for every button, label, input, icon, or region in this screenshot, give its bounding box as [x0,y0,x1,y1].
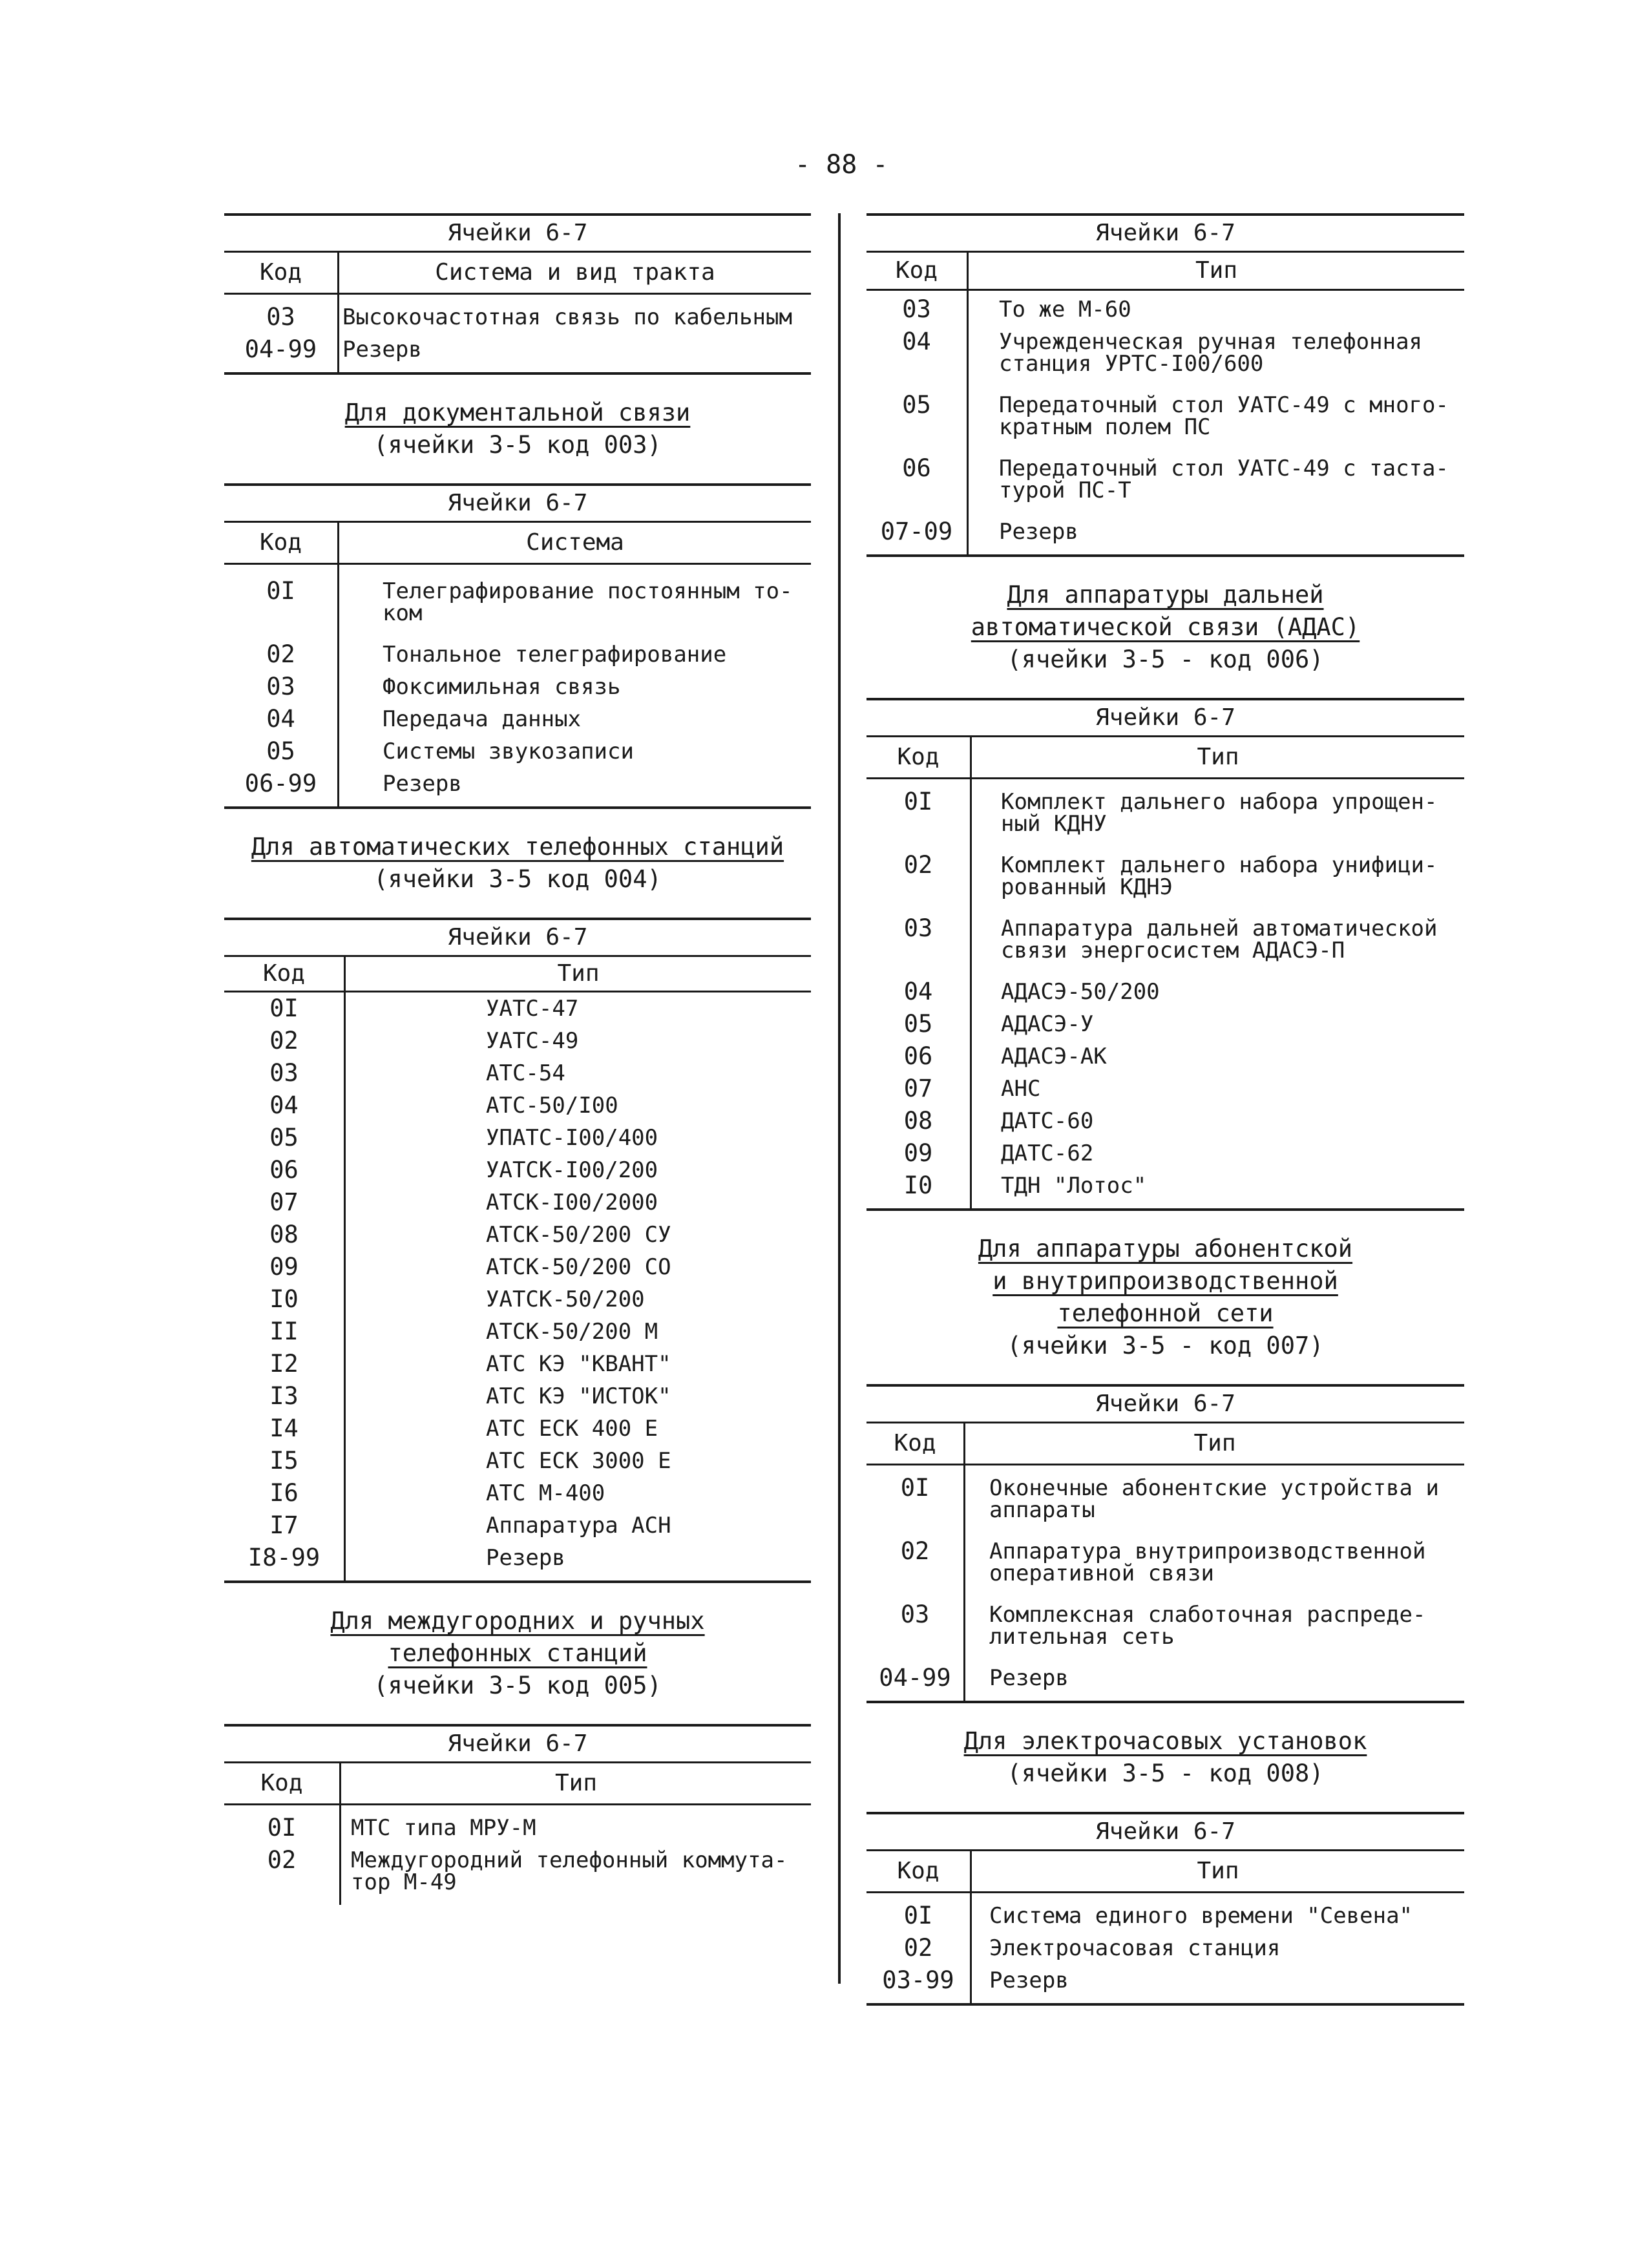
table-row [867,1662,1464,1694]
table-row [867,1040,1464,1073]
section-title: Для электрочасовых установок [963,1727,1367,1755]
header-code: Код [224,957,346,991]
header-code: Код [224,253,339,293]
table-body [867,779,1464,1208]
table-row [224,1812,811,1844]
row-code: 09 [269,1253,299,1281]
row-code: 03 [266,673,295,700]
row-text: АТСК-50/200 М [486,1319,658,1345]
row-code: 04 [902,328,931,355]
table-row [224,1057,811,1089]
row-text: Высокочастотная связь по кабельным [342,304,792,330]
table-row [224,1186,811,1219]
row-text: АТСК-50/200 СУ [486,1222,671,1248]
row-code: 04 [903,978,933,1005]
row-text: Оконечные абонентские устройства и аппараты [989,1475,1439,1523]
row-text: Система единого времени "Севена" [989,1903,1413,1929]
table-header [224,251,811,295]
left-column [224,213,811,1905]
page-number: - 88 - [795,150,888,180]
section-subtitle: (ячейки 3-5 код 003) [373,431,662,459]
row-code: 02 [900,1537,930,1565]
table-header [867,1422,1464,1465]
row-text: АТСК-I00/2000 [486,1190,658,1215]
table-row [224,735,811,768]
row-text: Телеграфирование постоянным то-ком [383,578,793,626]
table-row [224,333,811,366]
row-text: УАТС-47 [486,996,579,1022]
row-code: 03 [269,1059,299,1087]
table-row [867,1170,1464,1202]
row-code: 03-99 [882,1966,954,1994]
row-code: 02 [903,851,933,879]
row-code: 02 [903,1934,933,1962]
row-code: 08 [903,1107,933,1135]
row-text: Фоксимильная связь [383,674,621,700]
table-header [867,1849,1464,1893]
header-type: Тип [1195,257,1238,284]
table-row [224,1154,811,1186]
table-header [224,955,811,992]
header-type: Тип [1197,1858,1239,1884]
table-header [867,251,1464,291]
row-text: МТС типа МРУ-М [351,1815,536,1841]
row-text: Резерв [383,771,462,797]
section-heading-ats [224,831,811,896]
header-code: Код [224,523,339,563]
table-header [224,1761,811,1805]
row-text: АТС ЕСК 3000 Е [486,1448,671,1474]
table-documentary [224,483,811,809]
table-row [224,1844,811,1898]
section-subtitle: (ячейки 3-5 - код 007) [1007,1332,1324,1360]
section-heading-long-distance [224,1605,811,1702]
row-text: АТС М-400 [486,1480,605,1506]
row-text: АДАСЭ-50/200 [1001,979,1160,1005]
section-subtitle: (ячейки 3-5 - код 008) [1007,1759,1324,1787]
row-code: 05 [269,1124,299,1151]
section-heading-documentary [224,397,811,461]
header-code: Код [867,253,969,289]
table-body [867,291,1464,554]
table-row [224,671,811,703]
table-row [224,638,811,671]
header-code: Код [867,1423,965,1464]
row-text: Электрочасовая станция [989,1935,1281,1961]
table-transmission-path [224,213,811,375]
table-row [867,1900,1464,1932]
header-type: Тип [1197,744,1239,770]
row-text: Аппаратура дальней автоматической связи энергосистем АДАСЭ-П [1001,916,1438,963]
table-row [224,768,811,800]
section-title: автоматической связи (АДАС) [971,613,1360,641]
row-text: Резерв [989,1968,1069,1993]
table-row [867,1137,1464,1170]
table-row [224,1251,811,1283]
section-subtitle: (ячейки 3-5 - код 006) [1007,646,1324,673]
row-code: I8-99 [247,1544,320,1571]
header-type: Система и вид тракта [435,259,715,286]
row-text: Передаточный стол УАТС-49 с много-кратным полем ПС [999,392,1449,440]
row-text: УАТС-49 [486,1028,579,1054]
section-title: Для междугородних и ручных [330,1607,705,1635]
row-text: АТС КЭ "ИСТОК" [486,1383,671,1409]
table-row [867,849,1464,903]
table-header [224,521,811,565]
table-row [867,1535,1464,1590]
row-text: ТДН "Лотос" [1001,1173,1147,1199]
row-text: Тональное телеграфирование [383,642,727,667]
table-row [224,1412,811,1445]
table-row [867,293,1464,326]
row-text: УАТСК-50/200 [486,1286,645,1312]
row-text: АНС [1001,1076,1041,1102]
header-code: Код [867,1851,972,1891]
row-code: 07 [903,1075,933,1102]
section-title: Для аппаратуры абонентской [978,1235,1353,1263]
table-row [224,703,811,735]
row-text: АТС КЭ "КВАНТ" [486,1351,671,1377]
table-row [224,1219,811,1251]
row-code: I5 [269,1447,299,1475]
table-body [224,992,811,1580]
row-code: 04-99 [879,1664,951,1692]
row-code: 03 [903,914,933,942]
row-code: 06 [902,454,931,482]
section-title: Для аппаратуры дальней [1007,581,1324,609]
row-code: 02 [267,1846,297,1874]
table-row [224,1509,811,1542]
table-body [867,1893,1464,2003]
table-row [224,1445,811,1477]
table-manual-stations [867,213,1464,557]
table-row [867,1932,1464,1964]
table-row [867,912,1464,967]
row-code: 04 [269,1091,299,1119]
row-code: 06 [903,1042,933,1070]
row-text: Аппаратура АСН [486,1513,671,1538]
row-code: 03 [900,1601,930,1628]
header-type: Система [526,529,624,556]
section-title: телефонной сети [1057,1299,1274,1327]
table-row [867,1008,1464,1040]
table-caption: Ячейки 6-7 [1095,704,1235,731]
header-type: Тип [554,1770,598,1796]
row-code: 08 [269,1221,299,1248]
right-column [867,213,1464,2006]
row-text: АТСК-50/200 СО [486,1254,671,1280]
table-caption: Ячейки 6-7 [447,1730,588,1757]
table-row [224,575,811,629]
header-type: Тип [1193,1430,1236,1456]
row-text: Резерв [999,519,1078,545]
table-row [867,786,1464,840]
row-text: ДАТС-62 [1001,1140,1094,1166]
table-caption: Ячейки 6-7 [447,490,588,516]
row-code: 02 [269,1027,299,1055]
row-code: 06 [269,1156,299,1184]
table-row [867,1472,1464,1526]
row-text: Комплект дальнего набора унифици-рованный КДНЭ [1001,852,1438,900]
row-code: 03 [902,295,931,323]
row-code: I4 [269,1414,299,1442]
table-row [867,1964,1464,1997]
row-text: АДАСЭ-У [1001,1011,1094,1037]
column-divider [838,213,841,1984]
table-row [224,1089,811,1122]
row-code: 05 [902,391,931,419]
table-caption: Ячейки 6-7 [1095,1391,1235,1417]
table-row [867,976,1464,1008]
section-heading-clock [867,1725,1464,1790]
table-row [867,326,1464,380]
table-row [867,452,1464,507]
table-long-distance [224,1724,811,1905]
table-row [224,992,811,1025]
row-code: I0 [269,1285,299,1313]
row-text: УПАТС-I00/400 [486,1125,658,1151]
table-caption: Ячейки 6-7 [447,220,588,246]
section-title: Для автоматических телефонных станций [251,833,784,861]
row-text: Комплект дальнего набора упрощен-ный КДНУ [1001,789,1438,837]
row-text: Передаточный стол УАТС-49 с таста-турой ПС-Т [999,456,1449,503]
row-text: То же М-60 [999,297,1131,322]
row-code: II [269,1318,299,1345]
table-ats [224,918,811,1583]
table-row [224,1380,811,1412]
row-text: Резерв [989,1665,1069,1691]
section-subtitle: (ячейки 3-5 код 005) [373,1672,662,1699]
row-code: 0I [266,577,295,605]
row-code: 05 [266,737,295,765]
row-code: 06-99 [244,770,317,797]
row-text: Учрежденческая ручная телефонная станция УРТС-I00/600 [999,329,1423,377]
table-row [867,1599,1464,1653]
row-code: I7 [269,1511,299,1539]
row-code: 0I [269,994,299,1022]
row-code: I3 [269,1382,299,1410]
row-code: 05 [903,1010,933,1038]
table-clock [867,1812,1464,2006]
row-code: 04-99 [244,335,317,363]
table-row [224,1348,811,1380]
table-caption: Ячейки 6-7 [1095,220,1235,246]
table-adas [867,698,1464,1211]
table-row [224,1542,811,1574]
row-text: Резерв [486,1545,565,1571]
row-code: I2 [269,1350,299,1378]
row-text: АТС ЕСК 400 Е [486,1416,658,1442]
table-row [224,1316,811,1348]
table-row [867,1105,1464,1137]
row-text: Аппаратура внутрипроизводственной оперативной связи [989,1538,1426,1586]
row-text: Междугородний телефонный коммута-тор М-49 [351,1847,788,1895]
section-title: телефонных станций [388,1639,647,1667]
table-subscriber [867,1384,1464,1703]
header-type: Тип [557,960,600,987]
row-text: Системы звукозаписи [383,739,634,764]
header-code: Код [867,737,972,777]
row-code: 04 [266,705,295,733]
table-row [224,1283,811,1316]
row-text: АДАСЭ-АК [1001,1044,1107,1069]
table-row [867,389,1464,443]
row-code: 07 [269,1188,299,1216]
row-text: ДАТС-60 [1001,1108,1094,1134]
section-heading-adas [867,579,1464,676]
row-code: 0I [903,1902,933,1929]
row-text: АТС-54 [486,1060,565,1086]
row-code: 09 [903,1139,933,1167]
section-heading-subscriber [867,1233,1464,1362]
row-code: 0I [903,788,933,815]
table-row [224,1477,811,1509]
table-body [224,295,811,372]
section-subtitle: (ячейки 3-5 код 004) [373,865,662,893]
table-body [224,565,811,806]
table-caption: Ячейки 6-7 [447,924,588,950]
row-text: УАТСК-I00/200 [486,1157,658,1183]
row-code: 0I [900,1474,930,1502]
row-text: Резерв [342,337,422,362]
row-code: I6 [269,1479,299,1507]
section-title: Для документальной связи [344,399,691,426]
row-text: Передача данных [383,706,582,732]
table-body [224,1805,811,1905]
section-title: и внутрипроизводственной [993,1267,1338,1295]
row-text: Комплексная слаботочная распреде-лительная сеть [989,1602,1426,1650]
table-row [224,1025,811,1057]
table-header [867,735,1464,779]
row-text: АТС-50/I00 [486,1093,618,1118]
row-code: 02 [266,640,295,668]
table-row [867,516,1464,548]
header-code: Код [224,1763,341,1803]
table-row [224,301,811,333]
table-body [867,1465,1464,1701]
table-caption: Ячейки 6-7 [1095,1818,1235,1845]
row-code: 07-09 [880,518,953,545]
row-code: 0I [267,1814,297,1842]
table-row [224,1122,811,1154]
row-code: 03 [266,303,295,331]
table-row [867,1073,1464,1105]
row-code: I0 [903,1171,933,1199]
